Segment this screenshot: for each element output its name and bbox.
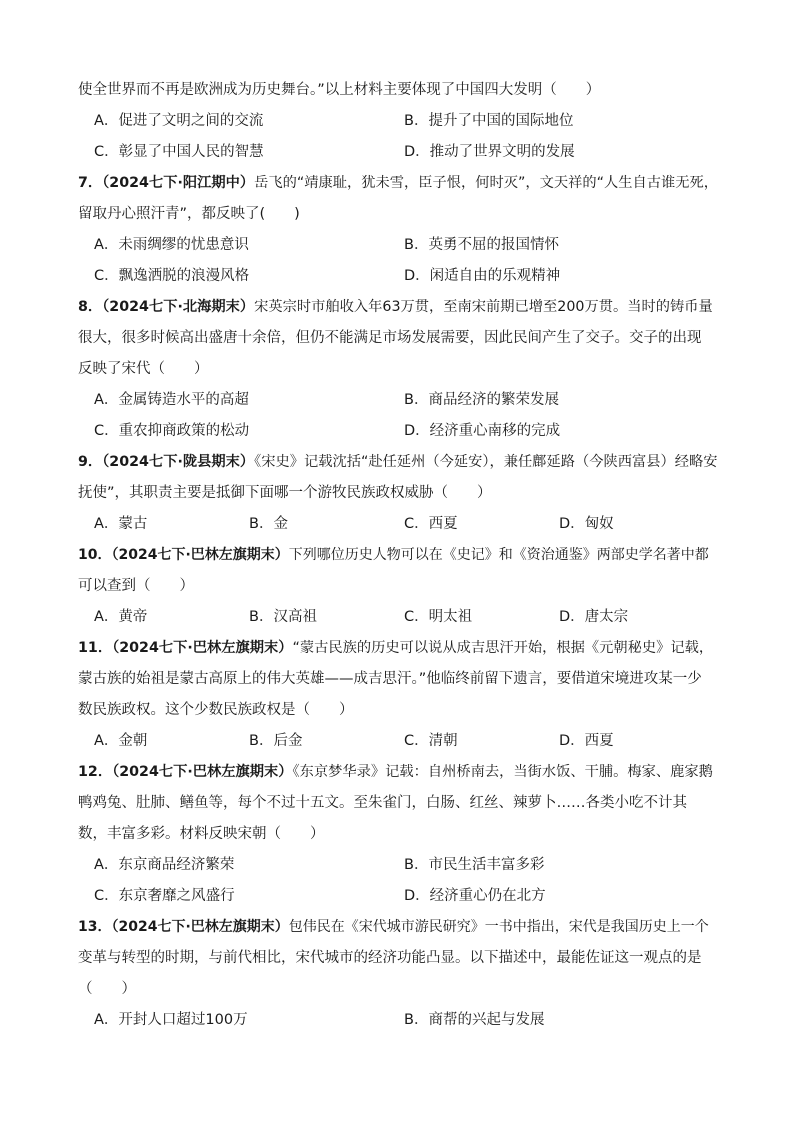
- question-8-options-row-1: [78, 390, 718, 410]
- question-list: [78, 80, 718, 1041]
- question-number: 12．: [78, 764, 113, 780]
- q10-option-d[interactable]: D．唐太宗: [559, 609, 629, 625]
- q10-option-c[interactable]: C．明太祖: [404, 609, 473, 625]
- question-8-line-1: [78, 297, 718, 317]
- q13-option-a[interactable]: A．开封人口超过100万: [94, 1012, 248, 1028]
- question-text: “蒙古民族的历史可以说从成吉思汗开始，根据《元朝秘史》记载，: [292, 640, 714, 656]
- question-source: （2024七下·巴林左旗期末）: [112, 764, 293, 780]
- question-7-line-1: [78, 173, 718, 193]
- question-11-options: [78, 731, 718, 751]
- question-7-line-2: 留取丹心照汗青”，都反映了( ): [78, 206, 300, 222]
- question-8-line-3: 反映了宋代（ ）: [78, 361, 209, 377]
- q7-option-b[interactable]: B．英勇不屈的报国情怀: [404, 237, 559, 253]
- question-text: 包伟民在《宋代城市游民研究》一书中指出，宋代是我国历史上一个: [288, 919, 709, 935]
- question-11-line-2: 蒙古族的始祖是蒙古高原上的伟大英雄——成吉思汗。”他临终前留下遗言，要借道宋境进攻某一少: [78, 671, 702, 687]
- question-12-line-3: 数，丰富多彩。材料反映宋朝（ ）: [78, 826, 325, 842]
- question-text: 《东京梦华录》记载：自州桥南去，当街水饭、干脯。梅家、鹿家鹅: [292, 764, 713, 780]
- q12-option-c[interactable]: C．东京奢靡之风盛行: [94, 888, 235, 904]
- question-10-line-1: [78, 545, 718, 565]
- q11-option-a[interactable]: A．金朝: [94, 733, 148, 749]
- q10-option-b[interactable]: B．汉高祖: [249, 609, 317, 625]
- q7-option-d[interactable]: D．闲适自由的乐观精神: [404, 268, 561, 284]
- question-number: 13．: [78, 919, 112, 935]
- question-source: （2024七下·北海期末）: [102, 299, 255, 315]
- question-9-line-2: 抚使”，其职责主要是抵御下面哪一个游牧民族政权威胁（ ）: [78, 485, 492, 501]
- lead-stem: 使全世界而不再是欧洲成为历史舞台。”以上材料主要体现了中国四大发明（ ）: [78, 82, 601, 98]
- q9-option-b[interactable]: B．金: [249, 516, 288, 532]
- question-number: 7．: [78, 175, 103, 191]
- q8-option-b[interactable]: B．商品经济的繁荣发展: [404, 392, 559, 408]
- question-number: 8．: [78, 299, 103, 315]
- q8-option-c[interactable]: C．重农抑商政策的松动: [94, 423, 250, 439]
- question-13-line-2: 变革与转型的时期，与前代相比，宋代城市的经济功能凸显。以下描述中，最能佐证这一观点的是: [78, 950, 702, 966]
- question-text: 《宋史》记载沈括“赴任延州（今延安），兼任鄜延路（今陕西富县）经略安: [254, 454, 718, 470]
- question-12-line-2: 鸭鸡兔、肚肺、鳝鱼等，每个不过十五文。至朱雀门，白肠、红丝、辣萝卜……各类小吃不计其: [78, 795, 687, 811]
- q11-option-b[interactable]: B．后金: [249, 733, 303, 749]
- q11-option-d[interactable]: D．西夏: [559, 733, 614, 749]
- question-8-options-row-2: [78, 421, 718, 441]
- question-9-options: [78, 514, 718, 534]
- lead-options-row-2: [78, 142, 718, 162]
- question-7-options-row-1: [78, 235, 718, 255]
- question-11-line-3: 数民族政权。这个少数民族政权是（ ）: [78, 702, 354, 718]
- q7-option-a[interactable]: A．未雨绸缪的忧患意识: [94, 237, 249, 253]
- question-12-options-row-1: [78, 855, 718, 875]
- question-number: 9．: [78, 454, 103, 470]
- lead-option-d[interactable]: D．推动了世界文明的发展: [404, 144, 575, 160]
- question-10-options: [78, 607, 718, 627]
- question-12-line-1: [78, 762, 718, 782]
- lead-option-b[interactable]: B．提升了中国的国际地位: [404, 113, 574, 129]
- lead-option-c[interactable]: C．彰显了中国人民的智慧: [94, 144, 264, 160]
- question-13-line-1: [78, 917, 718, 937]
- q9-option-a[interactable]: A．蒙古: [94, 516, 148, 532]
- question-text: 下列哪位历史人物可以在《史记》和《资治通鉴》两部史学名著中都: [288, 547, 709, 563]
- q12-option-b[interactable]: B．市民生活丰富多彩: [404, 857, 545, 873]
- question-8-line-2: 很大，很多时候高出盛唐十余倍，但仍不能满足市场发展需要，因此民间产生了交子。交子的出现: [78, 330, 702, 346]
- q8-option-d[interactable]: D．经济重心南移的完成: [404, 423, 561, 439]
- question-12-options-row-2: [78, 886, 718, 906]
- question-13-line-3: （ ）: [78, 981, 136, 997]
- question-text: 岳飞的“靖康耻，犹未雪，臣子恨，何时灭”，文天祥的“人生自古谁无死，: [254, 175, 719, 191]
- question-source: （2024七下·陇县期末）: [102, 454, 255, 470]
- q12-option-a[interactable]: A．东京商品经济繁荣: [94, 857, 235, 873]
- q7-option-c[interactable]: C．飘逸洒脱的浪漫风格: [94, 268, 250, 284]
- question-11-line-1: [78, 638, 718, 658]
- question-10-line-2: 可以查到（ ）: [78, 578, 194, 594]
- q11-option-c[interactable]: C．清朝: [404, 733, 458, 749]
- question-13-options-row-1: [78, 1010, 718, 1030]
- question-source: （2024七下·巴林左旗期末）: [111, 547, 289, 563]
- q9-option-d[interactable]: D．匈奴: [559, 516, 614, 532]
- lead-option-a[interactable]: A．促进了文明之间的交流: [94, 113, 264, 129]
- q13-option-b[interactable]: B．商帮的兴起与发展: [404, 1012, 545, 1028]
- lead-options-row-1: [78, 111, 718, 131]
- question-number: 11．: [78, 640, 113, 656]
- q8-option-a[interactable]: A．金属铸造水平的高超: [94, 392, 249, 408]
- question-7-options-row-2: [78, 266, 718, 286]
- question-text: 宋英宗时市舶收入年63万贯，至南宋前期已增至200万贯。当时的铸币量: [254, 299, 713, 315]
- question-source: （2024七下·阳江期中）: [102, 175, 255, 191]
- q10-option-a[interactable]: A．黄帝: [94, 609, 148, 625]
- question-source: （2024七下·巴林左旗期末）: [112, 640, 293, 656]
- question-source: （2024七下·巴林左旗期末）: [111, 919, 289, 935]
- question-number: 10．: [78, 547, 112, 563]
- q12-option-d[interactable]: D．经济重心仍在北方: [404, 888, 546, 904]
- q9-option-c[interactable]: C．西夏: [404, 516, 458, 532]
- question-9-line-1: [78, 452, 718, 472]
